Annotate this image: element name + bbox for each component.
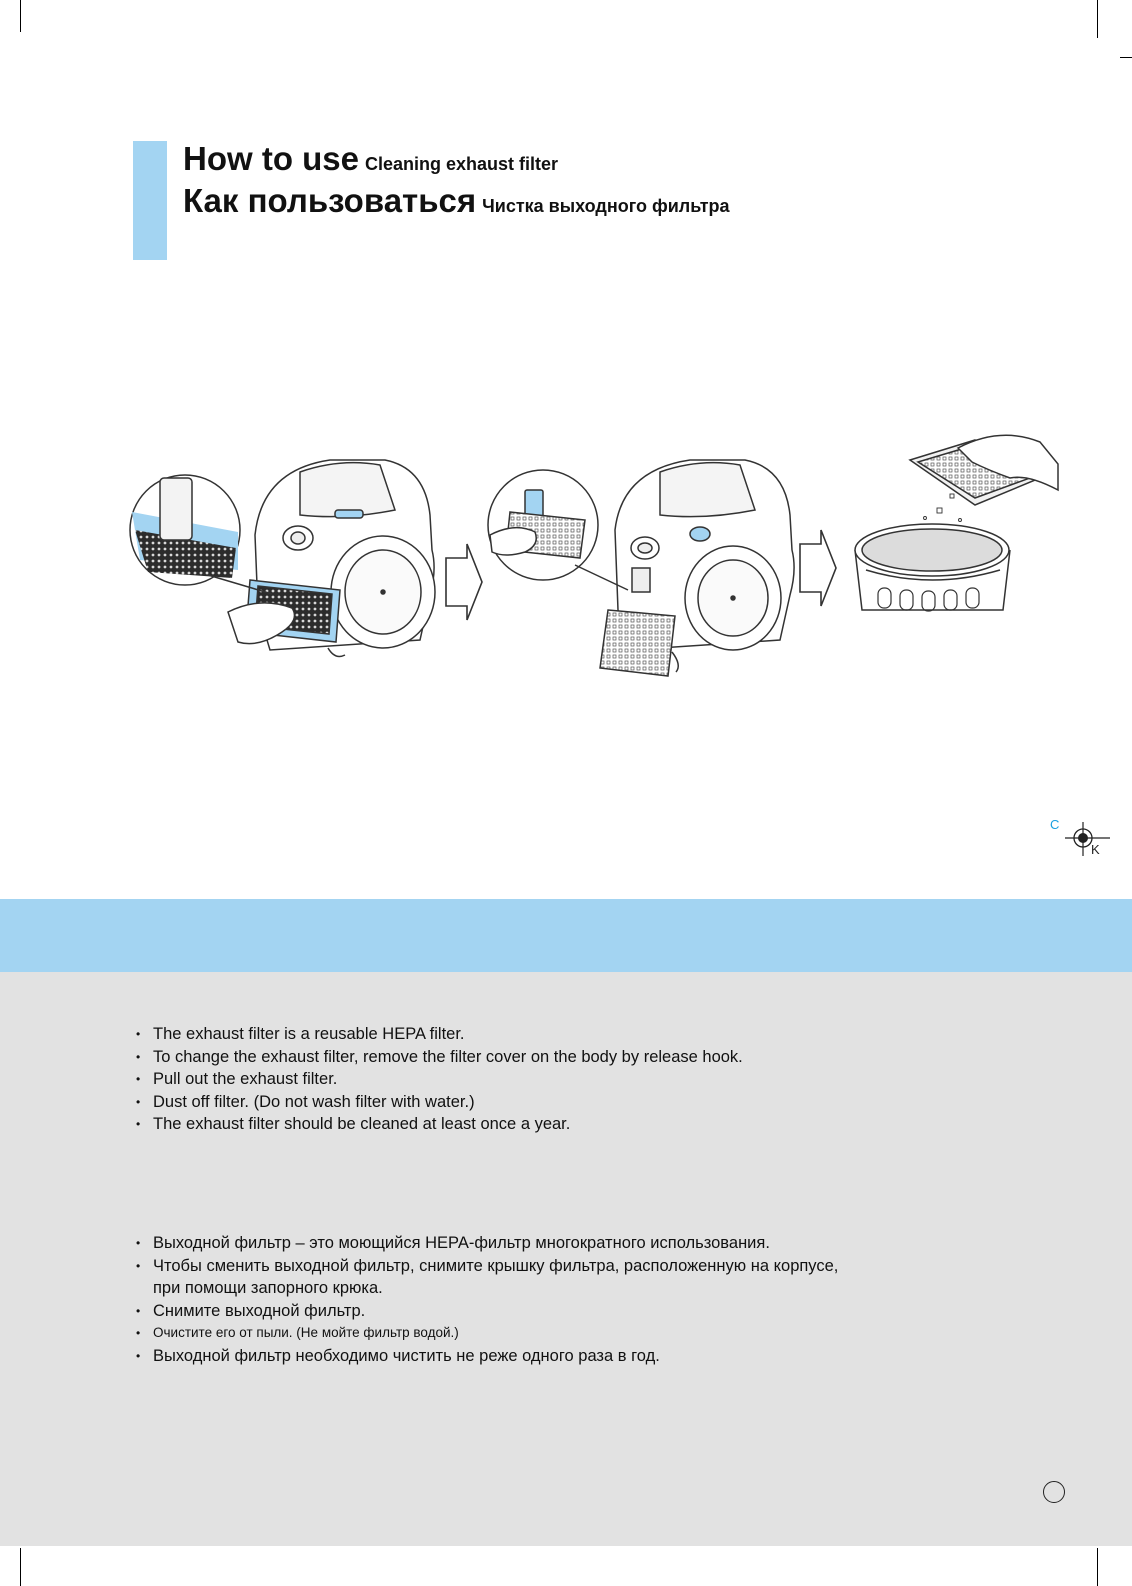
- subtitle-cleaning-exhaust-filter: Cleaning exhaust filter: [365, 154, 559, 174]
- title-kak-polzovatsya: Как пользоваться: [183, 182, 477, 219]
- instruction-ru-item: • Очистите его от пыли. (Не мойте фильтр водой.): [136, 1322, 853, 1345]
- step-arrow-2: [800, 530, 836, 606]
- instructions-russian: [136, 1232, 853, 1367]
- step-arrow-1: [446, 544, 482, 620]
- registration-mark: [1048, 820, 1114, 860]
- crop-mark-bottom-left: [20, 1548, 21, 1586]
- instruction-ru-item: • Выходной фильтр необходимо чистить не реже одного раза в год.: [136, 1345, 853, 1368]
- crop-mark-top-right-h: [1120, 57, 1132, 58]
- step3-dust-off-filter: [855, 435, 1058, 611]
- instruction-en-item: • The exhaust filter is a reusable HEPA filter.: [136, 1023, 743, 1046]
- instruction-en-item: • Dust off filter. (Do not wash filter with water.): [136, 1091, 743, 1114]
- instruction-en-item: • To change the exhaust filter, remove the filter cover on the body by release hook.: [136, 1046, 743, 1069]
- title-russian: [183, 182, 730, 220]
- crop-mark-top-right: [1097, 0, 1098, 38]
- section-blue-band: [0, 899, 1132, 972]
- title-accent-bar: [133, 141, 167, 260]
- step2-pull-out-filter: [488, 460, 794, 676]
- registration-label-c: C: [1050, 820, 1060, 832]
- instruction-en-item: • The exhaust filter should be cleaned at least once a year.: [136, 1113, 743, 1136]
- title-how-to-use: How to use: [183, 140, 360, 177]
- crop-mark-bottom-right: [1097, 1548, 1098, 1586]
- instructions-english: [136, 1023, 743, 1136]
- instruction-en-item: • Pull out the exhaust filter.: [136, 1068, 743, 1091]
- subtitle-chistka-filtra: Чистка выходного фильтра: [482, 196, 730, 216]
- registration-label-k: K: [1091, 842, 1100, 857]
- step1-remove-filter-cover: [130, 460, 435, 656]
- filter-cleaning-illustration: [0, 420, 1132, 690]
- title-english: [183, 140, 558, 178]
- instruction-ru-item: • Выходной фильтр – это моющийся HEPA-фильтр многократного использования.: [136, 1232, 853, 1255]
- page-number-circle: [1043, 1481, 1065, 1503]
- instruction-ru-item: • Чтобы сменить выходной фильтр, снимите крышку фильтра, расположенную на корпусе, при помощи запорного крюка.: [136, 1255, 853, 1300]
- crop-mark-top-left: [20, 0, 21, 32]
- instruction-ru-item: • Снимите выходной фильтр.: [136, 1300, 853, 1323]
